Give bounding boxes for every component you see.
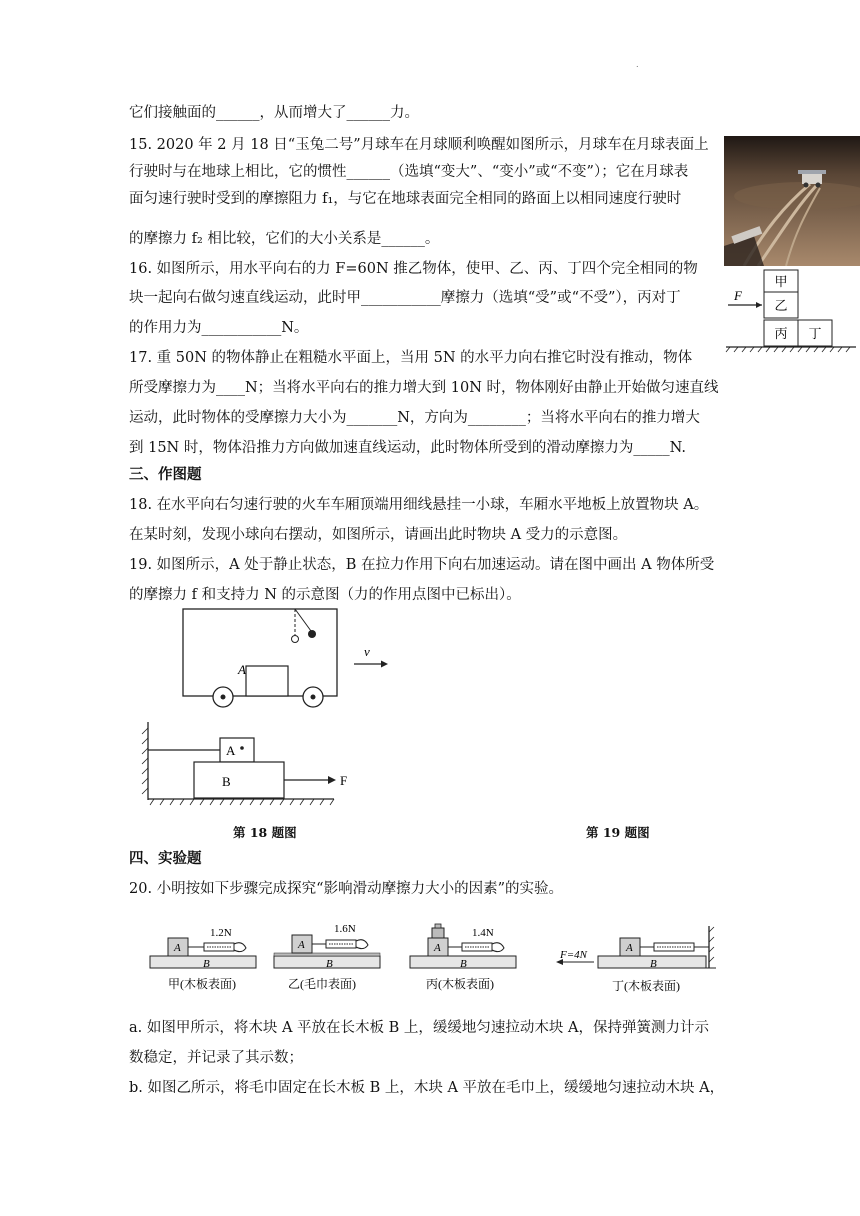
question-18-line-2: 在某时刻，发现小球向右摆动，如图所示，请画出此时物块 A 受力的示意图。 — [129, 527, 628, 543]
question-15-line-3: 面匀速行驶时受到的摩擦阻力 f₁，与它在地球表面完全相同的路面上以相同速度行驶时 — [129, 191, 682, 207]
question-16-line-3: 的作用力为___________N。 — [129, 320, 309, 336]
question-20-line-1: 20. 小明按如下步骤完成探究“影响滑动摩擦力大小的因素”的实验。 — [129, 881, 563, 897]
panel-jia — [150, 927, 256, 991]
question-16-line-1: 16. 如图所示，用水平向右的力 F=60N 推乙物体，使甲、乙、丙、丁四个完全相同的物 — [129, 261, 698, 277]
section-heading-4: 四、实验题 — [129, 850, 202, 867]
block-ding-label: 丁 — [808, 326, 822, 341]
step-a-line-1: a. 如图甲所示，将木块 A 平放在长木板 B 上，缓缓地匀速拉动木块 A，保持弹簧测力计示 — [129, 1020, 710, 1036]
svg-text:1.4N: 1.4N — [472, 927, 494, 939]
blocks-figure-q19 — [138, 718, 358, 818]
force-f-label: F — [734, 288, 742, 303]
step-b-line-1: b. 如图乙所示，将毛巾固定在长木板 B 上，木块 A 平放在毛巾上，缓缓地匀速拉动木块 A， — [129, 1080, 725, 1096]
question-16-line-2: 块一起向右做匀速直线运动，此时甲___________摩擦力（选填“受”或“不受”），丙对丁 — [129, 290, 681, 306]
blocks-figure-q16 — [724, 268, 860, 354]
svg-text:A: A — [434, 942, 441, 954]
svg-text:1.6N: 1.6N — [334, 923, 356, 935]
step-a-line-2: 数稳定，并记录了其示数； — [129, 1050, 303, 1066]
block-a-label: A — [238, 662, 246, 677]
svg-text:丁(木板表面): 丁(木板表面) — [612, 979, 680, 993]
question-18-line-1: 18. 在水平向右匀速行驶的火车车厢顶端用细线悬挂一小球，车厢水平地板上放置物块 A。 — [129, 497, 709, 513]
figure-19-caption: 第 19 题图 — [586, 825, 650, 840]
friction-experiment-figure — [146, 918, 720, 1008]
moon-rover-photo — [724, 136, 860, 266]
svg-text:B: B — [326, 958, 333, 970]
section-heading-3: 三、作图题 — [129, 466, 202, 483]
svg-text:B: B — [650, 958, 657, 970]
train-car-figure-q18 — [180, 606, 400, 712]
block-a-label: A — [226, 743, 236, 758]
block-yi-label: 乙 — [774, 298, 788, 313]
svg-text:甲(木板表面): 甲(木板表面) — [168, 977, 236, 991]
force-f-label: F — [340, 773, 348, 788]
svg-text:A: A — [298, 939, 305, 951]
svg-text:A: A — [174, 942, 181, 954]
block-bing-label: 丙 — [774, 326, 788, 341]
question-17-line-3: 运动，此时物体的受摩擦力大小为_______N，方向为________；当将水平向右的推力增大 — [129, 410, 700, 426]
question-19-line-2: 的摩擦力 f 和支持力 N 的示意图（力的作用点图中已标出）。 — [129, 587, 521, 603]
block-jia-label: 甲 — [774, 274, 788, 289]
svg-text:A: A — [626, 942, 633, 954]
page-marker: . — [636, 60, 639, 69]
question-19-line-1: 19. 如图所示，A 处于静止状态，B 在拉力作用下向右加速运动。请在图中画出 A 物体所受 — [129, 557, 715, 573]
svg-text:B: B — [203, 958, 210, 970]
svg-text:B: B — [460, 958, 467, 970]
figure-18-caption: 第 18 题图 — [233, 825, 297, 840]
svg-text:F=4N: F=4N — [560, 949, 587, 961]
svg-text:1.2N: 1.2N — [210, 927, 232, 939]
text-line: 它们接触面的______，从而增大了______力。 — [129, 105, 419, 121]
question-15-line-1: 15. 2020 年 2 月 18 日“玉兔二号”月球车在月球顺利唤醒如图所示，月球车在月球表面上 — [129, 137, 709, 153]
panel-yi — [274, 923, 380, 991]
block-b-label: B — [222, 774, 231, 789]
question-17-line-2: 所受摩擦力为____N；当将水平向右的推力增大到 10N 时，物体刚好由静止开始做匀速直线 — [129, 380, 719, 396]
panel-bing — [410, 924, 516, 991]
svg-text:丙(木板表面): 丙(木板表面) — [426, 977, 494, 991]
question-15-line-4: 的摩擦力 f₂ 相比较，它们的大小关系是______。 — [129, 231, 440, 247]
velocity-label: v — [364, 644, 370, 659]
question-17-line-1: 17. 重 50N 的物体静止在粗糙水平面上，当用 5N 的水平力向右推它时没有推动，物体 — [129, 350, 693, 366]
panel-ding — [556, 926, 716, 993]
svg-text:乙(毛巾表面): 乙(毛巾表面) — [288, 977, 356, 991]
question-17-line-4: 到 15N 时，物体沿推力方向做加速直线运动，此时物体所受到的滑动摩擦力为_____N. — [129, 440, 686, 456]
question-15-line-2: 行驶时与在地球上相比，它的惯性______（选填“变大”、“变小”或“不变”）；它在月球表 — [129, 164, 689, 180]
